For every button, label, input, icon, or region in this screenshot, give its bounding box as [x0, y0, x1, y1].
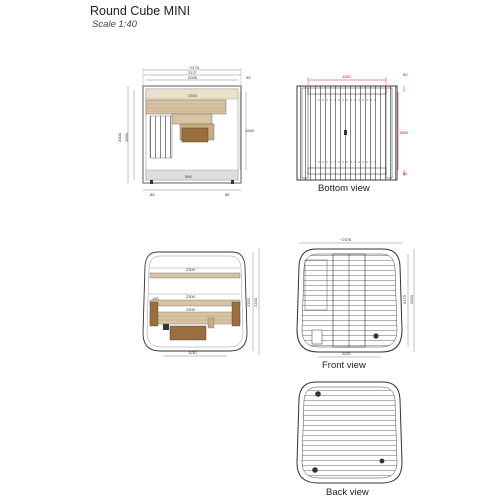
dim-section-190: 190 [152, 296, 159, 301]
drawing-title: Round Cube MINI [90, 4, 191, 18]
dim-section-2300-a: 2300 [186, 267, 195, 272]
dim-height-1950: 1950 [124, 133, 129, 142]
front-view [297, 237, 414, 371]
dim-bottom-80-bottom: 80 [403, 171, 408, 176]
dim-section-2320: 2320 [246, 298, 251, 307]
dim-bottom-1550: 1550 [399, 130, 408, 135]
dim-35: 35 [246, 75, 251, 80]
dim-overall-top: ~2176 [188, 65, 200, 70]
dim-front-1130: 1130 [342, 351, 351, 356]
dim-section-2200: 2200 [253, 298, 258, 307]
dim-85-right: 85 [225, 192, 230, 197]
dim-height-2000: 2000 [117, 133, 122, 142]
dim-section-2300-c: 2300 [186, 307, 195, 312]
back-view-caption: Back view [326, 487, 369, 498]
section-view [143, 248, 259, 356]
bottom-view [297, 72, 409, 194]
dim-front-overall: ~2376 [340, 237, 352, 242]
dim-width-2127: 2127 [188, 70, 197, 75]
bottom-view-caption: Bottom view [318, 183, 370, 194]
dim-front-2033: 2033 [409, 295, 414, 304]
front-view-caption: Front view [322, 360, 366, 371]
dim-section-1130: 1130 [188, 350, 197, 355]
dim-section-2300-b: 2300 [186, 294, 195, 299]
back-view [297, 382, 402, 498]
dim-590: 590 [185, 174, 192, 179]
side-section-view [117, 65, 255, 197]
dim-bottom-1130: 1130 [342, 74, 351, 79]
dim-bench-2300: 2300 [188, 93, 197, 98]
dim-85-left: 85 [150, 192, 155, 197]
drawing-scale: Scale 1:40 [92, 19, 137, 30]
dim-width-2006: 2006 [188, 75, 197, 80]
dim-front-2173: 2173 [402, 295, 407, 304]
dim-1690: 1690 [245, 128, 254, 133]
dim-bottom-80-top: 80 [403, 72, 408, 77]
